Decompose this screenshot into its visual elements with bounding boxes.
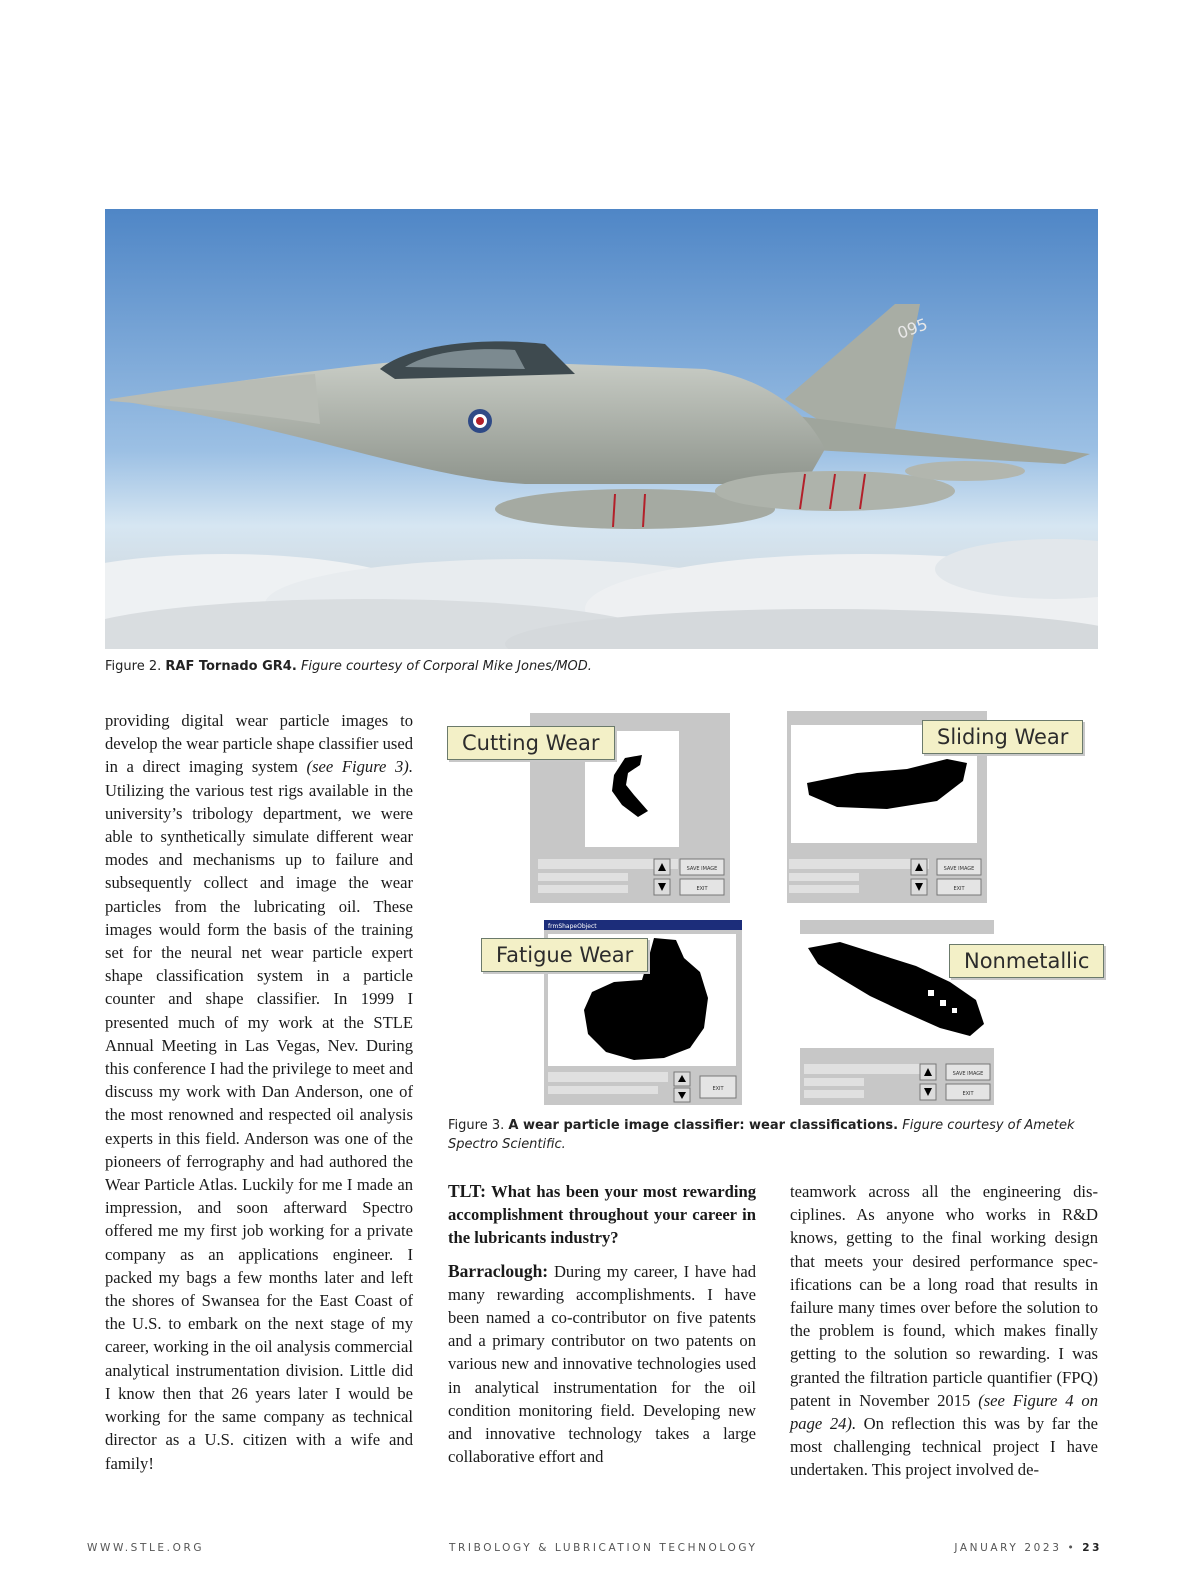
left-text-a: providing digital wear particle images to develop the wear particle shape classifier used in a direct imaging system [105, 711, 413, 777]
fatigue-exit-button: EXIT [712, 1086, 724, 1092]
nonmetallic-save-button: SAVE IMAGE [952, 1071, 984, 1077]
page-number: 23 [1082, 1542, 1102, 1554]
figure-3-label: Figure 3. [448, 1118, 505, 1133]
footer-issue [954, 1542, 1102, 1554]
cutting-exit-button: EXIT [696, 886, 708, 892]
left-text-b: Utilizing the various test rigs available in the university’s tribology department, we were able to synthetically simulate different wear modes and mechanisms up to failure and subsequently collect and image the wear particles from the lubricating oil. These images would form the basis of the training set for the neural net wear particle expert shape classification system in a particle counter and shape classifier. In 1999 I presented much of my work at the STLE Annual Meeting in Las Vegas, Nev. During this conference I had the privilege to meet and discuss my work with Dan Anderson, one of the most renowned and respected oil analysis experts in this field. Anderson was one of the pioneers of ferrography and had authored the Wear Particle Atlas. Luckily for me I made an impression, and soon afterward Spectro offered me my first job working for a private company as an applications engineer. I packed my bags a few months later and left the shores of Swansea for the East Coast of the U.S. to embark on the next stage of my career, working in the oil analysis commercial analytical instrumentation division. Little did I know then that 26 years later I would be working for the same company as technical director as a U.S. citizen with a wife and family! [105, 780, 413, 1473]
figure-3-credit: Figure courtesy of Ametek Spectro Scientific. [448, 1118, 1075, 1152]
answer-text-end: On reflection this was by far the most challenging technical project I have undertaken. This project involved de- [790, 1414, 1098, 1480]
footer-separator: • [1067, 1542, 1077, 1554]
right-column-text [790, 1180, 1098, 1482]
figure-3-title: A wear particle image classifier: wear classifications. [508, 1118, 899, 1133]
answer-continued [790, 1180, 1098, 1482]
interview-question [448, 1180, 756, 1250]
middle-column-text [448, 1180, 756, 1468]
nonmetallic-exit-button: EXIT [962, 1091, 974, 1097]
tornado-photo [105, 209, 1098, 649]
figure-4-reference: (see Figure 4 on page 24). [790, 1390, 1098, 1434]
figure-2-caption [105, 657, 1098, 676]
sliding-exit-button: EXIT [953, 886, 965, 892]
figure-2-label: Figure 2. [105, 659, 162, 674]
sliding-wear-label: Sliding Wear [922, 720, 1083, 754]
cutting-save-button: SAVE IMAGE [686, 866, 718, 872]
figure-3-caption [448, 1116, 1098, 1154]
answer-text: During my career, I have had many rewarding accomplishments. I have been named a co-contributor on five patents and a primary contributor on two patents on various new and innovative technologies used in analytical instrumentation for the oil condition monitoring field. Developing new and innovative technology takes a large collaborative effort and [448, 1261, 756, 1467]
left-paragraph [105, 709, 413, 1475]
question-tag: TLT: [448, 1181, 486, 1201]
nonmetallic-label: Nonmetallic [949, 944, 1104, 978]
footer-issue-date: JANUARY 2023 [954, 1542, 1062, 1554]
fatigue-window-title: frmShapeObject [548, 923, 597, 930]
left-column-text [105, 709, 413, 1475]
figure-3-reference: (see Figure 3). [306, 757, 413, 777]
answer-tag: Barraclough: [448, 1260, 549, 1281]
figure-2-credit: Figure courtesy of Corporal Mike Jones/MOD. [300, 659, 592, 674]
tail-number: 095 [894, 314, 931, 343]
footer-publication: TRIBOLOGY & LUBRICATION TECHNOLOGY [449, 1542, 758, 1554]
sliding-save-button: SAVE IMAGE [943, 866, 975, 872]
cutting-wear-label: Cutting Wear [447, 726, 615, 760]
interview-answer [448, 1260, 756, 1469]
question-text: What has been your most rewarding accomplishment throughout your career in the lubricants industry? [448, 1182, 756, 1248]
footer-website: WWW.STLE.ORG [87, 1542, 205, 1554]
answer-text-continued: teamwork across all the engineering disciplines. As anyone who works in R&D knows, getting to the final working design that meets your desired performance specifications can be a long road that results in failure many times over before the solution to the problem is found, which makes finally getting to the solution so rewarding. I was granted the filtration particle quantifier (FPQ) patent in November 2015 [790, 1182, 1098, 1410]
fatigue-wear-label: Fatigue Wear [481, 938, 648, 972]
figure-2-title: RAF Tornado GR4. [165, 659, 297, 674]
